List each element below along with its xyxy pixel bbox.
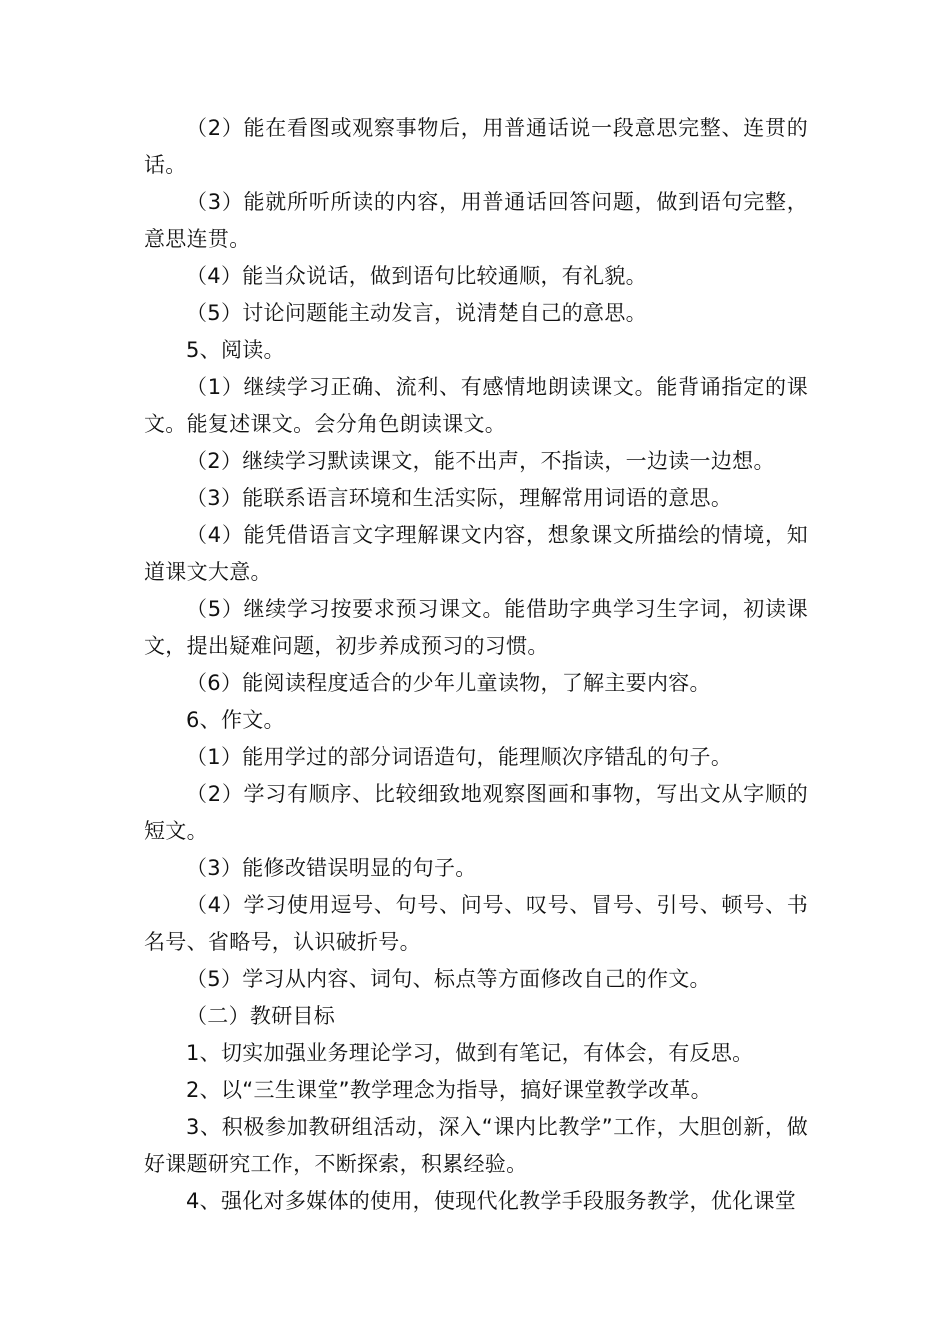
document-body [144,110,808,1220]
section-heading-reading: 5、阅读。 [186,338,285,362]
paragraph-speaking-5: （5）讨论问题能主动发言，说清楚自己的意思。 [186,301,647,325]
paragraph-writing-1: （1）能用学过的部分词语造句，能理顺次序错乱的句子。 [186,745,733,769]
paragraph-reading-4: （4）能凭借语言文字理解课文内容，想象课文所描绘的情境，知道课文大意。 [144,523,808,584]
paragraph-reading-5: （5）继续学习按要求预习课文。能借助字典学习生字词，初读课文，提出疑难问题，初步养成预习的习惯。 [144,597,808,658]
section-heading-research-goals: （二）教研目标 [186,1004,336,1028]
paragraph-writing-2: （2）学习有顺序、比较细致地观察图画和事物，写出文从字顺的短文。 [144,782,808,843]
paragraph-speaking-4: （4）能当众说话，做到语句比较通顺，有礼貌。 [186,264,647,288]
paragraph-research-3: 3、积极参加教研组活动，深入“课内比教学”工作，大胆创新，做好课题研究工作，不断探索，积累经验。 [144,1115,808,1176]
paragraph-research-1: 1、切实加强业务理论学习，做到有笔记，有体会，有反思。 [186,1041,754,1065]
paragraph-writing-4: （4）学习使用逗号、句号、问号、叹号、冒号、引号、顿号、书名号、省略号，认识破折号。 [144,893,808,954]
paragraph-writing-3: （3）能修改错误明显的句子。 [186,856,477,880]
paragraph-speaking-3: （3）能就所听所读的内容，用普通话回答问题，做到语句完整，意思连贯。 [144,190,808,251]
paragraph-reading-2: （2）继续学习默读课文，能不出声，不指读，一边读一边想。 [186,449,775,473]
paragraph-reading-6: （6）能阅读程度适合的少年儿童读物，了解主要内容。 [186,671,711,695]
paragraph-writing-5: （5）学习从内容、词句、标点等方面修改自己的作文。 [186,967,711,991]
paragraph-reading-3: （3）能联系语言环境和生活实际，理解常用词语的意思。 [186,486,733,510]
paragraph-speaking-2: （2）能在看图或观察事物后，用普通话说一段意思完整、连贯的话。 [144,116,808,177]
paragraph-research-2: 2、以“三生课堂”教学理念为指导，搞好课堂教学改革。 [186,1078,712,1102]
paragraph-reading-1: （1）继续学习正确、流利、有感情地朗读课文。能背诵指定的课文。能复述课文。会分角色朗读课文。 [144,375,808,436]
paragraph-research-4: 4、强化对多媒体的使用，使现代化教学手段服务教学，优化课堂 [186,1189,797,1213]
section-heading-writing: 6、作文。 [186,708,285,732]
